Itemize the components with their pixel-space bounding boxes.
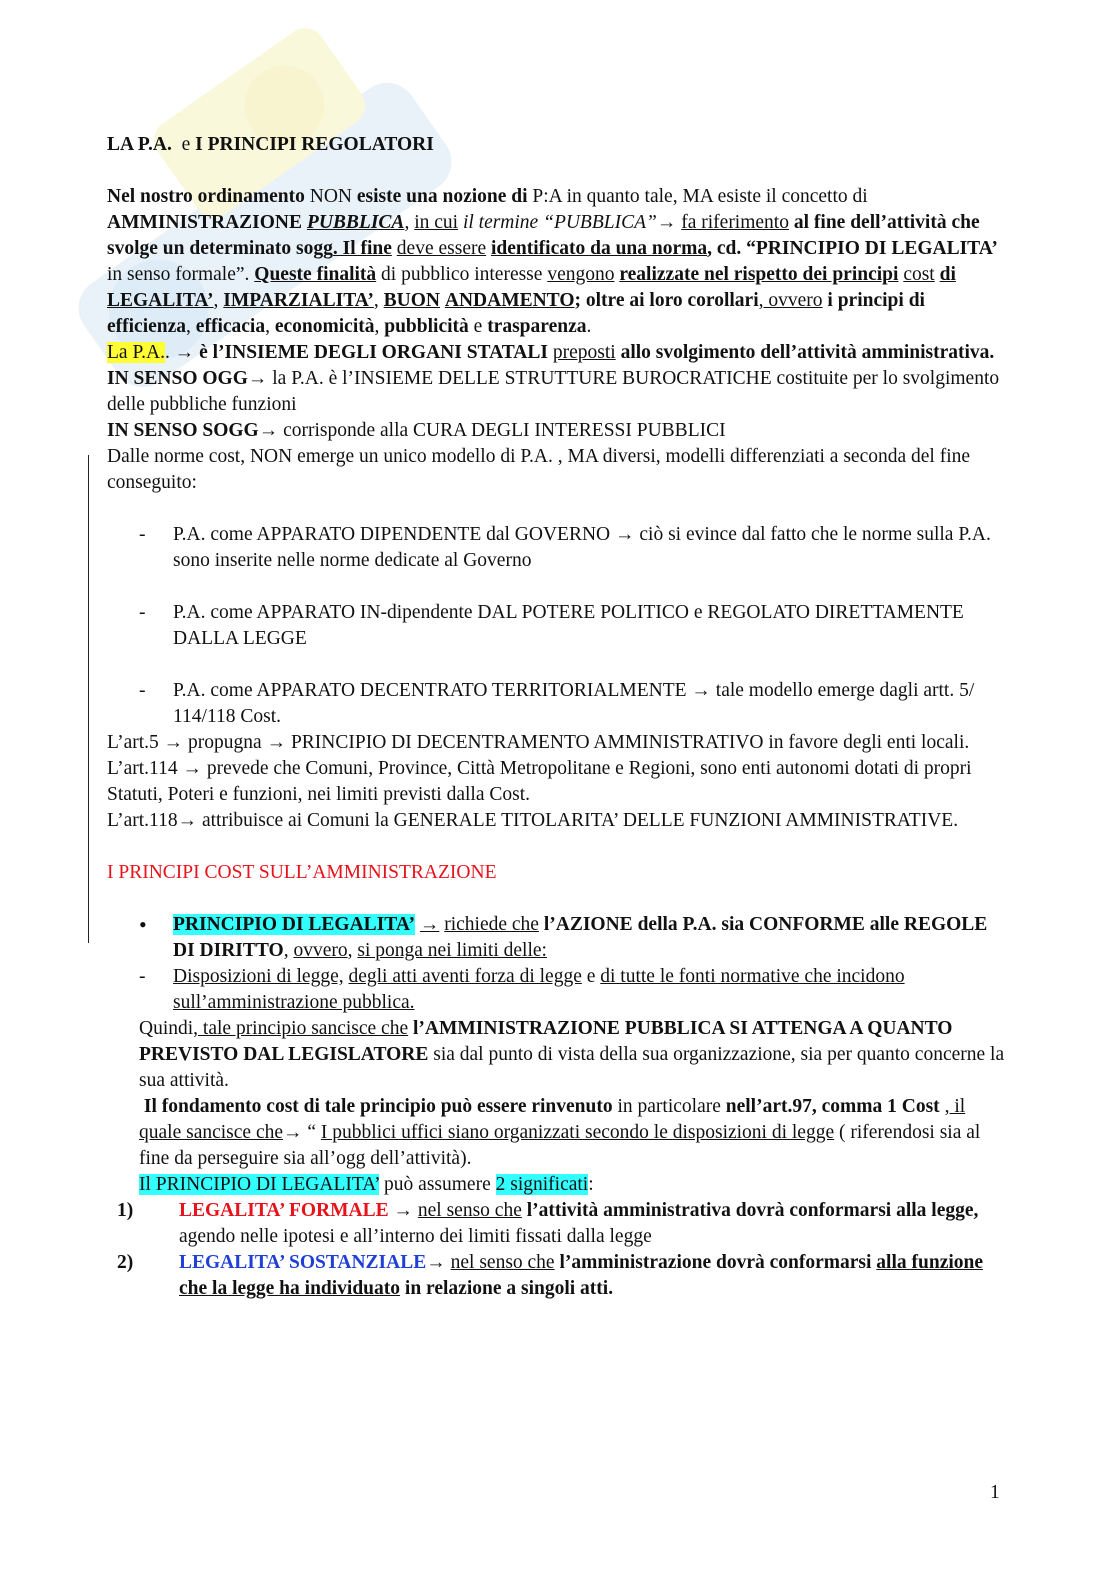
significati-paragraph: Il PRINCIPIO DI LEGALITA’ può assumere 2 significati:	[139, 1174, 594, 1195]
art114-paragraph: L’art.114 → prevede che Comuni, Province, Città Metropolitane e Regioni, sono enti autonomi dotati di propri Statuti, Poteri e funzioni, nei limiti previsti dalla Cost.	[107, 758, 972, 805]
numbered-item: 1) LEGALITA’ FORMALE → nel senso che l’attività amministrativa dovrà conformarsi alla legge, agendo nelle ipotesi e all’interno dei limiti fissati dalla legge	[117, 1200, 979, 1247]
quindi-paragraph: Quindi, tale principio sancisce che l’AMMINISTRAZIONE PUBBLICA SI ATTENGA A QUANTO PREVISTO DAL LEGISLATORE sia dal punto di vista della sua organizzazione, sia per quanto concerne la sua attività.	[139, 1018, 1005, 1091]
models-intro: Dalle norme cost, NON emerge un unico modello di P.A. , MA diversi, modelli differenziati a seconda del fine conseguito:	[107, 446, 971, 493]
bullet-item: • PRINCIPIO DI LEGALITA’ → richiede che l’AZIONE della P.A. sia CONFORME alle REGOLE DI DIRITTO, ovvero, si ponga nei limiti delle:	[139, 912, 988, 961]
intro-paragraph: Nel nostro ordinamento NON esiste una nozione di P:A in quanto tale, MA esiste il concetto di AMMINISTRAZIONE PUBBLICA, in cui il termine “PUBBLICA”→ fa riferimento al fine dell’attività che svolge un determinato sogg. Il fine deve essere identificato da una norma, cd. “PRINCIPIO DI LEGALITA’ in senso formale”. Queste finalità di pubblico interesse vengono realizzate nel rispetto dei principi cost di LEGALITA’, IMPARZIALITA’, BUON ANDAMENTO; oltre ai loro corollari, ovvero i principi di efficienza, efficacia, economicità, pubblicità e trasparenza.	[107, 186, 998, 337]
numbered-item: 2) LEGALITA’ SOSTANZIALE→ nel senso che l’amministrazione dovrà conformarsi alla funzione che la legge ha individuato in relazione a singoli atti.	[117, 1252, 984, 1299]
list-item: - P.A. come APPARATO DIPENDENTE dal GOVERNO → ciò si evince dal fatto che le norme sulla P.A. sono inserite nelle norme dedicate al Governo	[139, 524, 991, 571]
fondamento-paragraph: Il fondamento cost di tale principio può essere rinvenuto in particolare nell’art.97, comma 1 Cost , il quale sancisce che→ “ I pubblici uffici siano organizzati secondo le disposizioni di legge ( riferendosi sia al fine da perseguire sia all’ogg dell’attività).	[139, 1096, 981, 1169]
page-title: LA P.A. e I PRINCIPI REGOLATORI	[107, 134, 434, 155]
list-item: - P.A. come APPARATO DECENTRATO TERRITORIALMENTE → tale modello emerge dagli artt. 5/ 114/118 Cost.	[139, 680, 975, 727]
list-item: - P.A. come APPARATO IN-dipendente DAL POTERE POLITICO e REGOLATO DIRETTAMENTE DALLA LEGGE	[139, 602, 964, 649]
list-item: - Disposizioni di legge, degli atti aventi forza di legge e di tutte le fonti normative che incidono sull’amministrazione pubblica.	[139, 966, 905, 1013]
change-bar	[88, 455, 89, 943]
document-page	[107, 132, 1007, 1302]
page-number: 1	[990, 1482, 1000, 1503]
senso-soggettivo: IN SENSO SOGG→ corrisponde alla CURA DEGLI INTERESSI PUBBLICI	[107, 420, 726, 441]
art5-paragraph: L’art.5 → propugna → PRINCIPIO DI DECENTRAMENTO AMMINISTRATIVO in favore degli enti locali.	[107, 732, 970, 753]
art118-paragraph: L’art.118→ attribuisce ai Comuni la GENERALE TITOLARITA’ DELLE FUNZIONI AMMINISTRATIVE.	[107, 810, 959, 831]
pa-definition: La P.A.. → è l’INSIEME DEGLI ORGANI STATALI preposti allo svolgimento dell’attività amministrativa.	[107, 342, 995, 363]
senso-oggettivo: IN SENSO OGG→ la P.A. è l’INSIEME DELLE STRUTTURE BUROCRATICHE costituite per lo svolgimento delle pubbliche funzioni	[107, 368, 1000, 415]
section-title: I PRINCIPI COST SULL’AMMINISTRAZIONE	[107, 862, 497, 883]
